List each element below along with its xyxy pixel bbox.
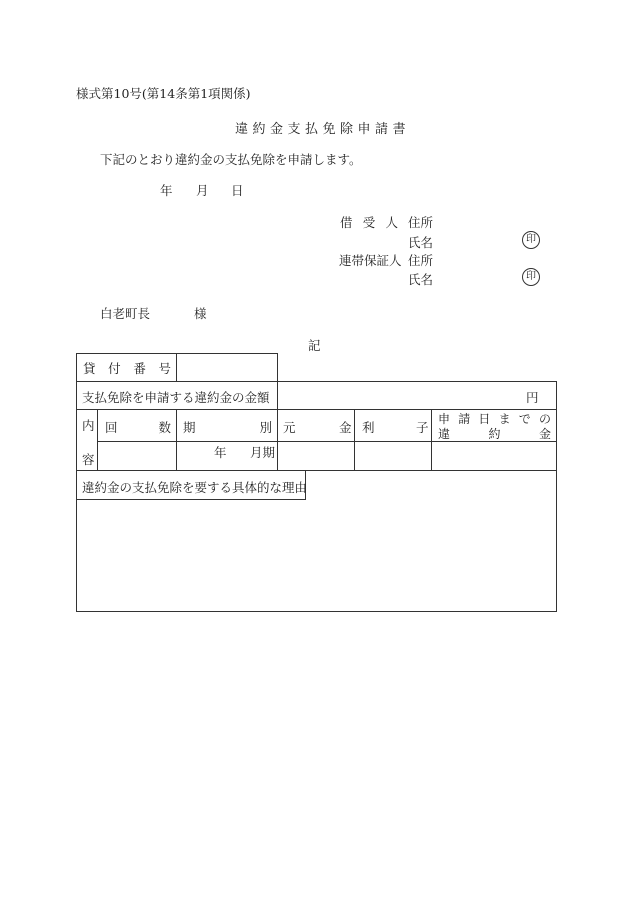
- col-penalty-header-char: の: [538, 412, 551, 426]
- col-interest-header-1: 利: [362, 420, 375, 435]
- detail-label-divider: [97, 409, 98, 470]
- col-penalty-header-char: 違: [438, 427, 451, 441]
- document-title: 違約金支払免除申請書: [235, 122, 411, 137]
- borrower-name-label: 氏名: [408, 235, 434, 250]
- addressee-honorific: 様: [194, 306, 207, 321]
- loan-number-divider: [176, 353, 177, 382]
- guarantor-label: 連帯保証人: [339, 253, 402, 268]
- col-penalty-header-line2: [438, 425, 551, 442]
- loan-number-label-char: 番: [133, 361, 146, 376]
- col-principal-header-1: 元: [283, 420, 296, 435]
- guarantor-seal-mark: 印: [522, 268, 540, 286]
- guarantor-name-label: 氏名: [408, 272, 434, 287]
- loan-number-label: [83, 359, 171, 377]
- exemption-amount-label: 支払免除を申請する違約金の金額: [82, 390, 270, 405]
- amount-divider: [277, 381, 278, 410]
- col-penalty-header-char: 請: [458, 412, 471, 426]
- borrower-label-char: 借: [340, 215, 353, 230]
- loan-number-label-char: 号: [158, 361, 171, 376]
- col-divider: [277, 409, 278, 470]
- date-day-label: 日: [231, 183, 244, 198]
- col-penalty-header-char: で: [518, 412, 531, 426]
- col-count-header-char: 回: [105, 420, 118, 435]
- addressee-name: 白老町長: [100, 306, 151, 321]
- borrower-label: [340, 213, 398, 231]
- yen-unit: 円: [526, 390, 539, 405]
- detail-label-top: 内: [82, 418, 95, 433]
- detail-label-bottom: 容: [82, 452, 95, 467]
- borrower-address-label: 住所: [408, 215, 434, 230]
- col-penalty-header-char: 金: [538, 427, 551, 441]
- date-month-label: 月: [196, 183, 209, 198]
- col-count-header-char: 数: [158, 420, 171, 435]
- col-divider: [431, 409, 432, 470]
- col-penalty-header-char: 日: [478, 412, 491, 426]
- borrower-label-char: 受: [362, 215, 376, 230]
- intro-text: 下記のとおり違約金の支払免除を申請します。: [100, 152, 362, 167]
- date-year-label: 年: [160, 183, 173, 198]
- col-period-header-char: 別: [259, 420, 272, 435]
- col-period-header: [183, 418, 272, 436]
- borrower-label-char: 人: [385, 215, 398, 230]
- guarantor-address-label: 住所: [408, 253, 434, 268]
- col-count-header: [105, 418, 171, 436]
- col-period-header-char: 期: [183, 420, 196, 435]
- loan-number-label-char: 貸: [83, 361, 96, 376]
- ki-heading: 記: [308, 338, 321, 353]
- borrower-seal-mark: 印: [522, 231, 540, 249]
- reason-label: 違約金の支払免除を要する具体的な理由: [82, 480, 308, 495]
- loan-number-label-char: 付: [108, 361, 121, 376]
- col-interest-header-2: 子: [416, 420, 429, 435]
- period-year-label: 年: [214, 445, 227, 460]
- form-number: 様式第10号(第14条第1項関係): [76, 86, 251, 101]
- col-divider: [176, 409, 177, 470]
- col-principal-header-2: 金: [339, 420, 352, 435]
- col-penalty-header-char: ま: [498, 412, 511, 426]
- period-month-label: 月期: [250, 445, 276, 460]
- col-penalty-header-char: 申: [438, 412, 451, 426]
- col-penalty-header-char: 約: [488, 427, 501, 441]
- col-divider: [354, 409, 355, 470]
- reason-field[interactable]: [78, 501, 555, 610]
